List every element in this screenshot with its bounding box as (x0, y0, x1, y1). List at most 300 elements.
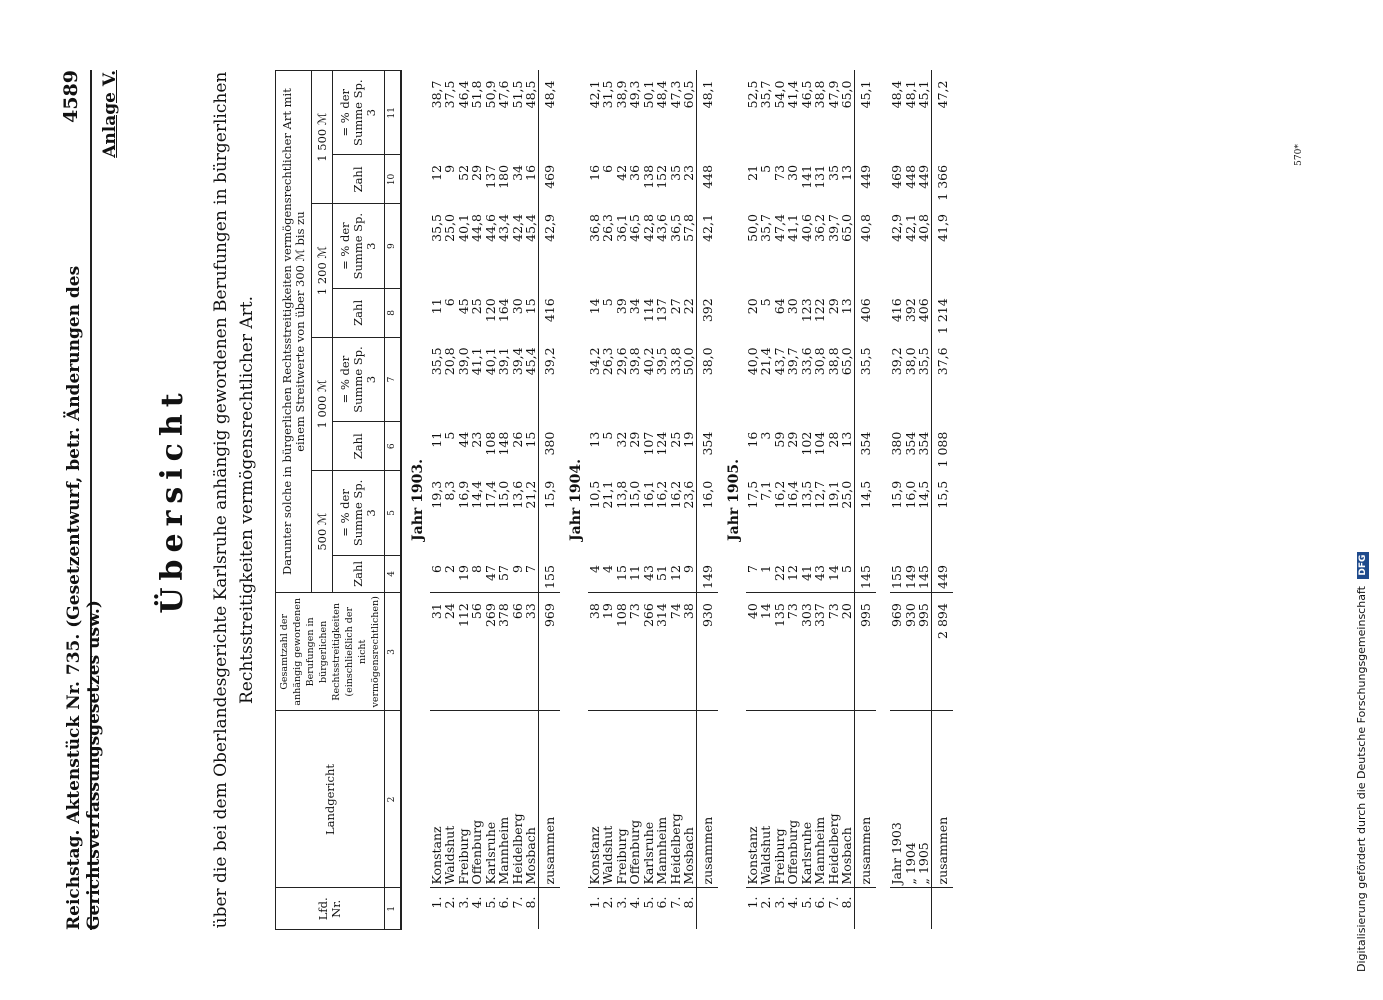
cell-value: 14,5 (916, 480, 931, 509)
cell-value: 35,5 (428, 213, 444, 242)
cell-value: 39,8 (627, 347, 642, 376)
court-name: Konstanz (430, 711, 444, 888)
cell-value: 23 (469, 431, 484, 448)
col-darunter-header: Darunter solche in bürgerlichen Rechtsstreitigkeiten vermögensrechtlicher Art mit einem Streitwerte von über 300 ℳ bis zu (276, 71, 312, 593)
cell-value: 16,1 (640, 480, 656, 509)
cell-value: 19 (681, 431, 696, 448)
row-number: 5. (484, 888, 498, 930)
court-name: Freiburg (457, 711, 471, 888)
year-heading-row (718, 71, 746, 930)
cell-value: 16 (744, 431, 760, 448)
cell-value: 46,5 (798, 80, 814, 109)
court-name: Mannheim (655, 711, 669, 888)
court-name: zusammen (538, 711, 560, 888)
cell-value: 44 (455, 431, 471, 448)
cell-total: 266 (642, 593, 656, 711)
court-name: Offenburg (786, 711, 800, 888)
cell-total: 303 (800, 593, 814, 711)
column-number: 9 (385, 204, 402, 288)
cell-total: 73 (827, 593, 841, 711)
cell-value: 13,5 (798, 480, 814, 509)
cell-value: 29,6 (613, 347, 629, 376)
cell-value: 14,4 (469, 480, 484, 509)
cell-value: 380 (889, 431, 904, 456)
cell-value: 39,2 (889, 347, 904, 376)
row-number: 4. (470, 888, 484, 930)
col-landgericht-header: Landgericht (276, 711, 385, 888)
cell-value: 22 (681, 298, 696, 315)
page-note: 570* (1293, 144, 1304, 166)
cell-value: 11 (428, 431, 444, 448)
cell-value: 48,1 (696, 71, 718, 155)
annex-label: Anlage V. (100, 70, 120, 158)
column-number: 4 (385, 555, 402, 593)
cell-value: 9 (681, 565, 696, 574)
court-name: „ 1904 (904, 711, 918, 888)
cell-value: 38,9 (613, 80, 629, 109)
cell-value: 1 (758, 565, 773, 574)
table-row (642, 71, 656, 930)
cell-total: 40 (746, 593, 760, 711)
cell-value: 48,4 (654, 80, 669, 109)
cell-value: 39,2 (538, 337, 560, 421)
cell-value: 52 (455, 164, 471, 181)
cell-value: 29 (627, 431, 642, 448)
cell-value: 145 (854, 555, 876, 593)
cell-value: 4 (600, 565, 615, 574)
cell-value: 50,1 (640, 80, 656, 109)
pct-header: = % der Summe Sp. 3 (333, 71, 385, 155)
column-number: 11 (385, 71, 402, 155)
cell-value: 43,7 (771, 347, 787, 376)
cell-total: 73 (628, 593, 642, 711)
table-row (601, 71, 615, 930)
cell-value: 13,6 (509, 480, 525, 509)
cell-value: 57,8 (681, 213, 696, 242)
cell-value: 180 (496, 164, 511, 189)
cell-value: 5 (758, 164, 773, 173)
row-number (904, 888, 918, 930)
table-row (524, 71, 538, 930)
zahl-header: Zahl (333, 288, 385, 337)
row-number (917, 888, 931, 930)
row-number (854, 888, 876, 930)
cell-value: 42 (613, 164, 629, 181)
table-row (470, 71, 484, 930)
cell-value: 448 (696, 155, 718, 204)
cell-value: 13 (839, 431, 854, 448)
group-1200-header: 1 200 ℳ (312, 204, 333, 337)
court-name: Freiburg (615, 711, 629, 888)
cell-value: 28 (825, 431, 841, 448)
row-number: 6. (497, 888, 511, 930)
cell-total: 112 (457, 593, 471, 711)
cell-value: 23,6 (681, 480, 696, 509)
court-name: Karlsruhe (800, 711, 814, 888)
cell-value: 36,8 (586, 213, 602, 242)
cell-total: 930 (696, 593, 718, 711)
cell-value: 16,2 (771, 480, 787, 509)
cell-value: 164 (496, 298, 511, 323)
cell-value: 155 (889, 565, 904, 589)
cell-total: 337 (813, 593, 827, 711)
court-name: Offenburg (470, 711, 484, 888)
cell-value: 137 (654, 298, 669, 323)
side-credit (1355, 12, 1371, 982)
cell-value: 15,5 (931, 471, 953, 555)
cell-value: 38,0 (696, 337, 718, 421)
cell-value: 15,9 (538, 471, 560, 555)
cell-value: 416 (889, 298, 904, 323)
cell-value: 4 (586, 565, 602, 574)
cell-value: 21,1 (600, 480, 615, 509)
cell-value: 149 (696, 555, 718, 593)
row-number: 3. (773, 888, 787, 930)
cell-value: 23 (681, 164, 696, 181)
cell-value: 11 (428, 298, 444, 315)
table-row (430, 71, 444, 930)
cell-value: 12 (428, 164, 444, 181)
cell-value: 380 (538, 422, 560, 471)
cell-value: 59 (771, 431, 787, 448)
pct-header: = % der Summe Sp. 3 (333, 337, 385, 421)
court-name: zusammen (854, 711, 876, 888)
cell-value: 354 (902, 431, 918, 456)
cell-value: 47,9 (825, 80, 841, 109)
zahl-header: Zahl (333, 155, 385, 204)
cell-value: 43,4 (496, 213, 511, 242)
row-number: 8. (840, 888, 854, 930)
table-row (917, 71, 931, 930)
table-row (854, 71, 876, 930)
cell-value: 16,0 (902, 480, 918, 509)
cell-value: 25,0 (839, 480, 854, 509)
cell-value: 48,4 (889, 80, 904, 109)
column-number-row (385, 71, 402, 930)
column-number: 8 (385, 288, 402, 337)
table-row (655, 71, 669, 930)
court-name: Mannheim (497, 711, 511, 888)
court-name: Konstanz (588, 711, 602, 888)
cell-value: 39,1 (496, 347, 511, 376)
cell-total: 969 (890, 593, 904, 711)
document-subtitle (208, 70, 260, 930)
row-number: 2. (443, 888, 457, 930)
row-number: 3. (457, 888, 471, 930)
cell-value: 7,1 (758, 480, 773, 501)
court-name: Offenburg (628, 711, 642, 888)
cell-value: 47,4 (771, 213, 787, 242)
cell-value: 36,2 (812, 213, 827, 242)
table-row (588, 71, 602, 930)
group-1500-header: 1 500 ℳ (312, 71, 333, 204)
cell-value: 152 (654, 164, 669, 189)
cell-value: 449 (916, 164, 931, 189)
table-row (497, 71, 511, 930)
cell-value: 5 (758, 298, 773, 307)
cell-value: 16,4 (785, 480, 800, 509)
cell-value: 37,5 (442, 80, 457, 109)
cell-value: 448 (902, 164, 918, 189)
cell-value: 33,8 (667, 347, 683, 376)
cell-value: 43 (640, 565, 656, 581)
year-heading-row (401, 71, 430, 930)
cell-value: 354 (696, 422, 718, 471)
cell-value: 39,0 (455, 347, 471, 376)
row-number (890, 888, 904, 930)
table-row (443, 71, 457, 930)
cell-value: 14 (586, 298, 602, 315)
table-row (696, 71, 718, 930)
cell-value: 26,3 (600, 213, 615, 242)
cell-value: 42,9 (538, 204, 560, 288)
cell-value: 34,2 (586, 347, 602, 376)
col-gesamt-header: Gesamtzahl der anhängig gewordenen Berufungen in bürgerlichen Rechtsstreitigkeiten (einschließlich der nicht vermögensrechtlichen) (276, 593, 385, 711)
cell-total: 66 (511, 593, 525, 711)
column-number: 1 (385, 888, 402, 930)
cell-value: 354 (854, 422, 876, 471)
cell-value: 35,5 (428, 347, 444, 376)
row-number: 6. (813, 888, 827, 930)
cell-value: 42,9 (889, 213, 904, 242)
cell-value: 34 (627, 298, 642, 315)
row-number (538, 888, 560, 930)
year-heading: Jahr 1904. (568, 459, 584, 541)
cell-total: 31 (430, 593, 444, 711)
cell-value: 108 (482, 431, 498, 456)
column-number: 7 (385, 337, 402, 421)
subtitle-line-1: über die bei dem Oberlandesgerichte Karlsruhe anhängig gewordenen Berufungen in bürgerlichen (211, 71, 231, 929)
zahl-header: Zahl (333, 422, 385, 471)
cell-value: 50,0 (744, 213, 760, 242)
cell-value: 15,9 (889, 480, 904, 509)
col-lfd-header: Lfd. Nr. (276, 888, 385, 930)
table-row (800, 71, 814, 930)
cell-value: 7 (523, 565, 538, 574)
spacer-row (876, 71, 890, 930)
cell-total: 995 (917, 593, 931, 711)
cell-value: 39,5 (654, 347, 669, 376)
row-number: 6. (655, 888, 669, 930)
cell-value: 40,2 (640, 347, 656, 376)
cell-value: 34 (509, 164, 525, 181)
cell-value: 6 (428, 565, 444, 574)
cell-value: 30 (785, 164, 800, 181)
row-number: 1. (430, 888, 444, 930)
cell-value: 38,0 (902, 347, 918, 376)
cell-value: 13 (586, 431, 602, 448)
cell-total: 20 (840, 593, 854, 711)
cell-value: 5 (839, 565, 854, 574)
cell-value: 48,5 (523, 80, 538, 109)
cell-value: 41,4 (785, 80, 800, 109)
cell-value: 40,1 (482, 347, 498, 376)
court-name: Jahr 1903 (890, 711, 904, 888)
cell-value: 8,3 (442, 480, 457, 501)
cell-value: 16,2 (654, 480, 669, 509)
running-header (60, 70, 104, 930)
cell-total: 995 (854, 593, 876, 711)
court-name: Konstanz (746, 711, 760, 888)
zahl-header: Zahl (333, 555, 385, 593)
table-row (931, 71, 953, 930)
cell-value: 406 (916, 298, 931, 323)
cell-value: 137 (482, 164, 498, 189)
cell-value: 8 (469, 565, 484, 574)
cell-value: 17,4 (482, 480, 498, 509)
cell-value: 11 (627, 565, 642, 581)
cell-value: 45,1 (916, 80, 931, 109)
cell-value: 16,0 (696, 471, 718, 555)
cell-value: 15,0 (496, 480, 511, 509)
pct-header: = % der Summe Sp. 3 (333, 204, 385, 288)
table-row (759, 71, 773, 930)
cell-value: 39,7 (785, 347, 800, 376)
cell-value: 40,8 (916, 213, 931, 242)
cell-value: 13,8 (613, 480, 629, 509)
court-name: Mosbach (524, 711, 538, 888)
cell-value: 9 (442, 164, 457, 173)
cell-value: 9 (509, 565, 525, 574)
row-number: 2. (759, 888, 773, 930)
cell-value: 40,8 (854, 204, 876, 288)
subtitle-line-2: Rechtsstreitigkeiten vermögensrechtlicher Art. (237, 295, 257, 705)
cell-value: 1 366 (931, 155, 953, 204)
cell-value: 42,4 (509, 213, 525, 242)
cell-value: 37,6 (931, 337, 953, 421)
cell-value: 57 (496, 565, 511, 581)
cell-value: 35 (667, 164, 683, 181)
cell-value: 27 (667, 298, 683, 315)
row-number: 7. (827, 888, 841, 930)
cell-value: 44,6 (482, 213, 498, 242)
cell-value: 26,3 (600, 347, 615, 376)
cell-value: 47,3 (667, 80, 683, 109)
cell-total: 33 (524, 593, 538, 711)
court-name: Karlsruhe (642, 711, 656, 888)
cell-total: 2 894 (931, 593, 953, 711)
row-number: 2. (601, 888, 615, 930)
cell-value: 39,4 (509, 347, 525, 376)
cell-value: 138 (640, 164, 656, 189)
court-name: zusammen (931, 711, 953, 888)
cell-value: 47,6 (496, 80, 511, 109)
cell-value: 40,6 (798, 213, 814, 242)
cell-total: 108 (615, 593, 629, 711)
cell-value: 21,2 (523, 480, 538, 509)
cell-value: 107 (640, 431, 656, 456)
court-name: Mosbach (682, 711, 696, 888)
cell-total: 269 (484, 593, 498, 711)
cell-total: 19 (601, 593, 615, 711)
row-number: 7. (669, 888, 683, 930)
cell-value: 122 (812, 298, 827, 323)
table-row (484, 71, 498, 930)
cell-value: 43 (812, 565, 827, 581)
cell-value: 21,4 (758, 347, 773, 376)
header-title: Reichstag. Aktenstück Nr. 735. (Gesetzentwurf, betr. Änderungen des Gerichtsverfassungsgesetzes usw.) (64, 265, 104, 930)
cell-value: 19 (455, 565, 471, 581)
cell-value: 48,1 (902, 80, 918, 109)
column-number: 6 (385, 422, 402, 471)
cell-value: 47,2 (931, 71, 953, 155)
cell-value: 45,1 (854, 71, 876, 155)
cell-total: 969 (538, 593, 560, 711)
cell-value: 14,5 (854, 471, 876, 555)
cell-total: 314 (655, 593, 669, 711)
cell-value: 16 (586, 164, 602, 181)
cell-value: 45,4 (523, 347, 538, 376)
cell-value: 19,1 (825, 480, 841, 509)
cell-value: 65,0 (839, 347, 854, 376)
cell-value: 15 (523, 298, 538, 315)
cell-value: 29 (469, 164, 484, 181)
cell-value: 40,0 (744, 347, 760, 376)
cell-value: 392 (902, 298, 918, 323)
cell-value: 29 (785, 431, 800, 448)
cell-value: 19,3 (428, 480, 444, 509)
cell-value: 26 (509, 431, 525, 448)
cell-value: 36 (627, 164, 642, 181)
cell-total: 378 (497, 593, 511, 711)
cell-value: 38,8 (812, 80, 827, 109)
cell-value: 41,1 (469, 347, 484, 376)
court-name: Mannheim (813, 711, 827, 888)
cell-value: 46,5 (627, 213, 642, 242)
cell-value: 46,4 (455, 80, 471, 109)
cell-value: 1 214 (931, 288, 953, 337)
cell-value: 41 (798, 565, 814, 581)
court-name: „ 1905 (917, 711, 931, 888)
column-number: 2 (385, 711, 402, 888)
cell-value: 21 (744, 164, 760, 181)
cell-value: 16,9 (455, 480, 471, 509)
cell-value: 64 (771, 298, 787, 315)
cell-value: 392 (696, 288, 718, 337)
year-heading-row (560, 71, 588, 930)
table-row (628, 71, 642, 930)
cell-total: 56 (470, 593, 484, 711)
cell-value: 51,8 (469, 80, 484, 109)
row-number: 7. (511, 888, 525, 930)
cell-value: 36,5 (667, 213, 683, 242)
court-name: Mosbach (840, 711, 854, 888)
cell-total: 38 (588, 593, 602, 711)
table-row (682, 71, 696, 930)
cell-value: 32 (613, 431, 629, 448)
cell-value: 52,5 (744, 80, 760, 109)
table-row (746, 71, 760, 930)
cell-value: 65,0 (839, 80, 854, 109)
cell-value: 20,8 (442, 347, 457, 376)
cell-value: 39,7 (825, 213, 841, 242)
cell-value: 7 (744, 565, 760, 574)
cell-value: 38,8 (825, 347, 841, 376)
row-number: 1. (746, 888, 760, 930)
cell-value: 25 (469, 298, 484, 315)
cell-value: 48,4 (538, 71, 560, 155)
court-name: Heidelberg (827, 711, 841, 888)
cell-value: 124 (654, 431, 669, 456)
cell-value: 149 (902, 565, 918, 589)
cell-value: 42,8 (640, 213, 656, 242)
row-number: 4. (786, 888, 800, 930)
cell-value: 17,5 (744, 480, 760, 509)
cell-value: 6 (600, 164, 615, 173)
cell-value: 35,5 (854, 337, 876, 421)
cell-value: 29 (825, 298, 841, 315)
row-number: 8. (682, 888, 696, 930)
